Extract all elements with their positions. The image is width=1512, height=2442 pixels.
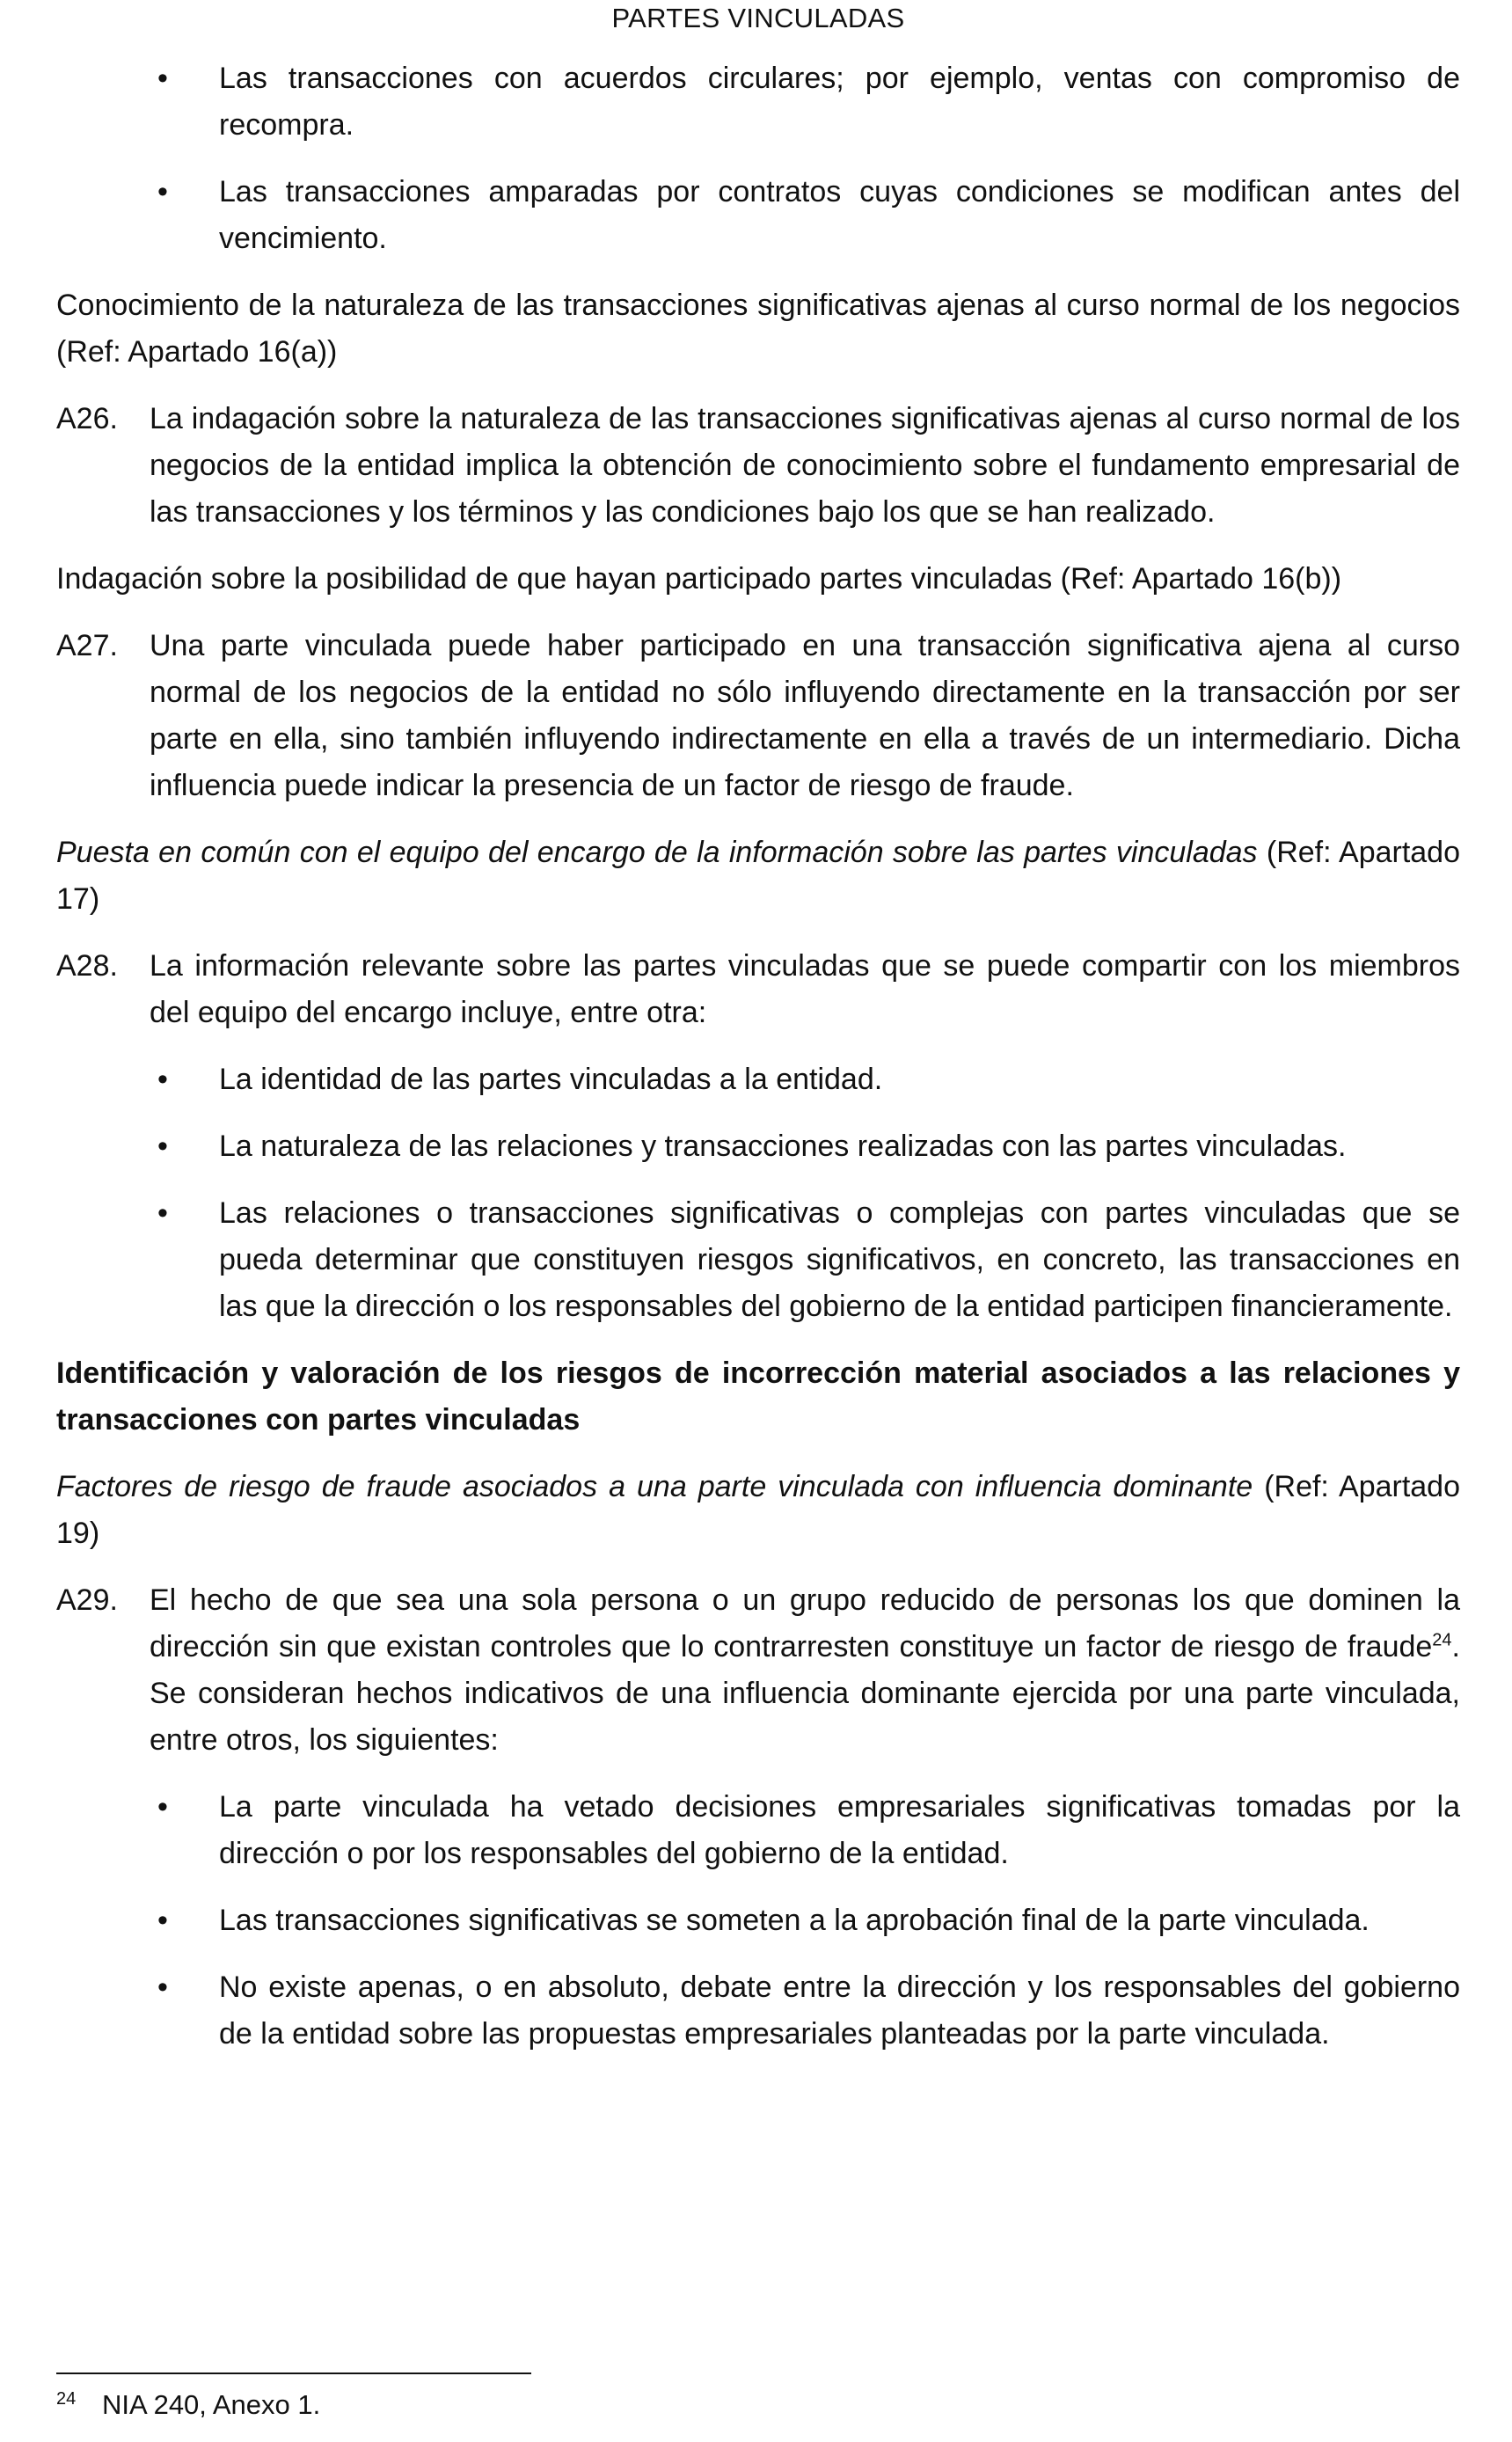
bullet-icon: • [157, 1904, 168, 1937]
running-header: PARTES VINCULADAS [611, 3, 905, 33]
paragraph-a26 [56, 396, 1460, 536]
list-item: • Las transacciones significativas se someten a la aprobación final de la parte vinculada. [56, 1897, 1460, 1944]
footnote-reference[interactable]: 24 [1432, 1630, 1452, 1650]
section-heading: Indagación sobre la posibilidad de que hayan participado partes vinculadas (Ref: Apartado 16(b)) [56, 562, 1342, 596]
paragraph-text: La indagación sobre la naturaleza de las transacciones significativas ajenas al curso normal de los negocios de la entidad implica la obtención de conocimiento sobre el fundamento empresarial de las transacciones y los términos y las condiciones bajo los que se han realizado. [150, 402, 1460, 529]
paragraph-a28 [56, 943, 1460, 1036]
bullet-list-a29 [56, 1784, 1460, 2058]
list-item: • La identidad de las partes vinculadas a la entidad. [56, 1056, 1460, 1103]
paragraph-number: A26. [56, 402, 118, 435]
heading-reference: (Ref: Apartado 19) [56, 1470, 1461, 1550]
list-item: • La naturaleza de las relaciones y transacciones realizadas con las partes vinculadas. [56, 1123, 1460, 1170]
bullet-list-top [56, 55, 1460, 262]
bullet-icon: • [157, 175, 168, 208]
bullet-icon: • [157, 1790, 168, 1824]
footnote: 24 NIA 240, Anexo 1. [56, 2388, 321, 2420]
paragraph-number: A28. [56, 949, 118, 983]
section-heading [56, 830, 1460, 923]
footnote-text: NIA 240, Anexo 1. [102, 2389, 321, 2420]
paragraph-a27 [56, 623, 1460, 809]
heading-reference: (Ref: Apartado 17) [56, 836, 1461, 916]
document-page [56, 0, 1460, 2078]
heading-italic-text: Puesta en común con el equipo del encargo de la información sobre las partes vinculadas [56, 836, 1258, 869]
list-item: • No existe apenas, o en absoluto, debate entre la dirección y los responsables del gobierno de la entidad sobre las propuestas empresariales planteadas por la parte vinculada. [56, 1964, 1460, 2058]
footnote-separator [56, 2373, 531, 2374]
section-heading-bold: Identificación y valoración de los riesgos de incorrección material asociados a las relaciones y transacciones con partes vinculadas [56, 1356, 1460, 1437]
paragraph-number: A29. [56, 1583, 118, 1617]
paragraph-a29 [56, 1577, 1460, 1764]
paragraph-text: La información relevante sobre las partes vinculadas que se puede compartir con los miembros del equipo del encargo incluye, entre otra: [150, 949, 1460, 1029]
list-item: • La parte vinculada ha vetado decisiones empresariales significativas tomadas por la dirección o por los responsables del gobierno de la entidad. [56, 1784, 1460, 1877]
bullet-list-a28 [56, 1056, 1460, 1330]
document-body [56, 55, 1460, 2058]
list-item: • Las transacciones amparadas por contratos cuyas condiciones se modifican antes del vencimiento. [56, 169, 1460, 262]
bullet-icon: • [157, 1063, 168, 1096]
paragraph-text: Una parte vinculada puede haber participado en una transacción significativa ajena al curso normal de los negocios de la entidad no sólo influyendo directamente en la transacción por ser parte en ella, sino también influyendo indirectamente en ella a través de un intermediario. Dicha influencia puede indicar la presencia de un factor de riesgo de fraude. [150, 629, 1460, 802]
list-item: • Las relaciones o transacciones significativas o complejas con partes vinculadas que se pueda determinar que constituyen riesgos significativos, en concreto, las transacciones en las que la dirección o los responsables del gobierno de la entidad participen financieramente. [56, 1190, 1460, 1330]
bullet-icon: • [157, 1196, 168, 1230]
bullet-icon: • [157, 62, 168, 95]
list-item: • Las transacciones con acuerdos circulares; por ejemplo, ventas con compromiso de recompra. [56, 55, 1460, 149]
heading-italic-text: Factores de riesgo de fraude asociados a una parte vinculada con influencia dominante [56, 1470, 1253, 1503]
section-heading [56, 1464, 1460, 1557]
bullet-icon: • [157, 1970, 168, 2004]
bullet-icon: • [157, 1130, 168, 1163]
paragraph-text: El hecho de que sea una sola persona o un grupo reducido de personas los que dominen la dirección sin que existan controles que lo contrarresten constituye un factor de riesgo de fraude [150, 1583, 1460, 1663]
section-heading: Conocimiento de la naturaleza de las transacciones significativas ajenas al curso normal de los negocios (Ref: Apartado 16(a)) [56, 289, 1460, 369]
paragraph-number: A27. [56, 629, 118, 662]
paragraph-text-continued: . Se consideran hechos indicativos de una influencia dominante ejercida por una parte vinculada, entre otros, los siguientes: [150, 1630, 1460, 1757]
